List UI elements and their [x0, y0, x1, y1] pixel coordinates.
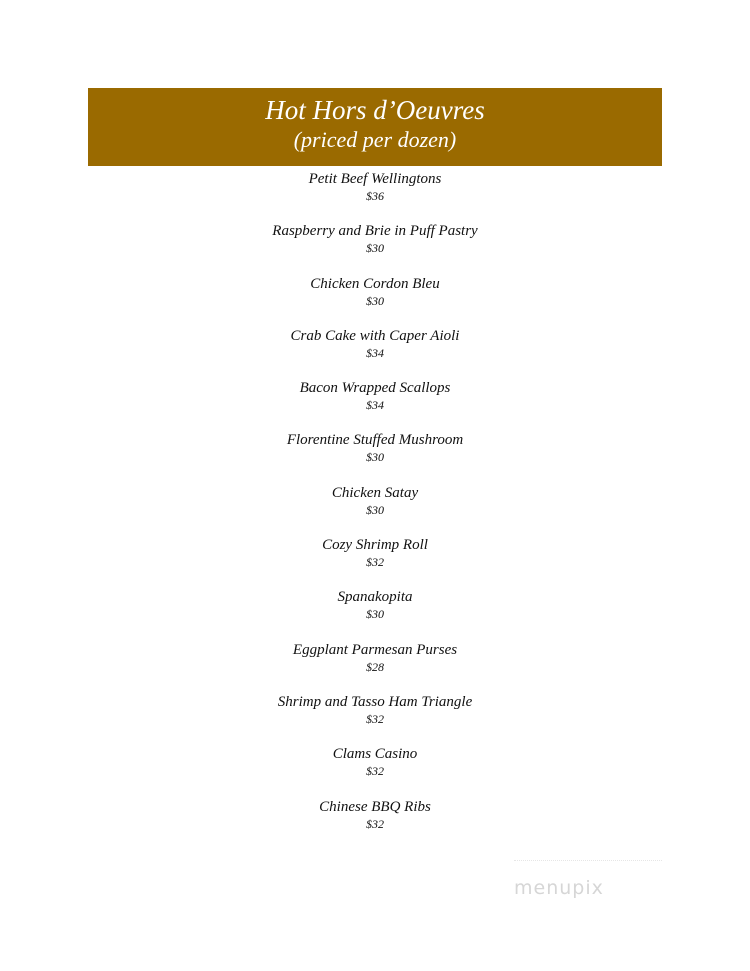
menu-item-price: $32: [366, 711, 384, 726]
menu-header-band: [88, 88, 662, 166]
menu-item-list: [0, 170, 750, 850]
menu-item-price: $34: [366, 345, 384, 360]
menu-item-price: $32: [366, 816, 384, 831]
menu-item: [0, 641, 750, 693]
menu-item-name: Florentine Stuffed Mushroom: [286, 432, 464, 449]
menu-title: Hot Hors d’Oeuvres: [265, 95, 485, 125]
menu-item: [0, 327, 750, 379]
menu-subtitle: (priced per dozen): [293, 127, 457, 152]
menu-item: [0, 798, 750, 850]
menu-item-price: $36: [366, 189, 384, 203]
menu-item-price: $30: [366, 241, 384, 256]
menu-item: [0, 484, 750, 536]
watermark-divider: [514, 860, 662, 862]
menu-item: [0, 170, 750, 222]
menu-item-name: Bacon Wrapped Scallops: [299, 380, 451, 397]
menu-item-price: $28: [366, 659, 384, 674]
menu-item: [0, 222, 750, 274]
menu-item-price: $30: [366, 293, 384, 308]
menu-item-name: Crab Cake with Caper Aioli: [290, 327, 460, 344]
menu-item: [0, 745, 750, 797]
menu-item-price: $32: [366, 764, 384, 779]
menu-item-price: $32: [366, 555, 384, 570]
menu-item-name: Raspberry and Brie in Puff Pastry: [272, 223, 478, 240]
menu-item-name: Chicken Cordon Bleu: [310, 275, 440, 292]
menu-item: [0, 379, 750, 431]
menupix-watermark: menupix: [514, 877, 604, 899]
menu-item-name: Chicken Satay: [331, 484, 419, 501]
menu-item-price: $30: [366, 450, 384, 465]
menu-item: [0, 588, 750, 640]
menu-item-name: Eggplant Parmesan Purses: [292, 641, 458, 658]
menu-item-name: Petit Beef Wellingtons: [308, 171, 442, 187]
menu-item-price: $30: [366, 607, 384, 622]
menu-item: [0, 536, 750, 588]
menu-item: [0, 275, 750, 327]
menu-item-name: Clams Casino: [332, 746, 418, 763]
menu-item: [0, 693, 750, 745]
menu-item-name: Shrimp and Tasso Ham Triangle: [277, 693, 473, 710]
menu-item-name: Chinese BBQ Ribs: [319, 798, 431, 815]
menu-item-name: Cozy Shrimp Roll: [322, 537, 428, 554]
menu-item-price: $34: [366, 398, 384, 413]
menu-item-price: $30: [366, 502, 384, 517]
menu-item: [0, 431, 750, 483]
menu-item-name: Spanakopita: [337, 589, 413, 606]
